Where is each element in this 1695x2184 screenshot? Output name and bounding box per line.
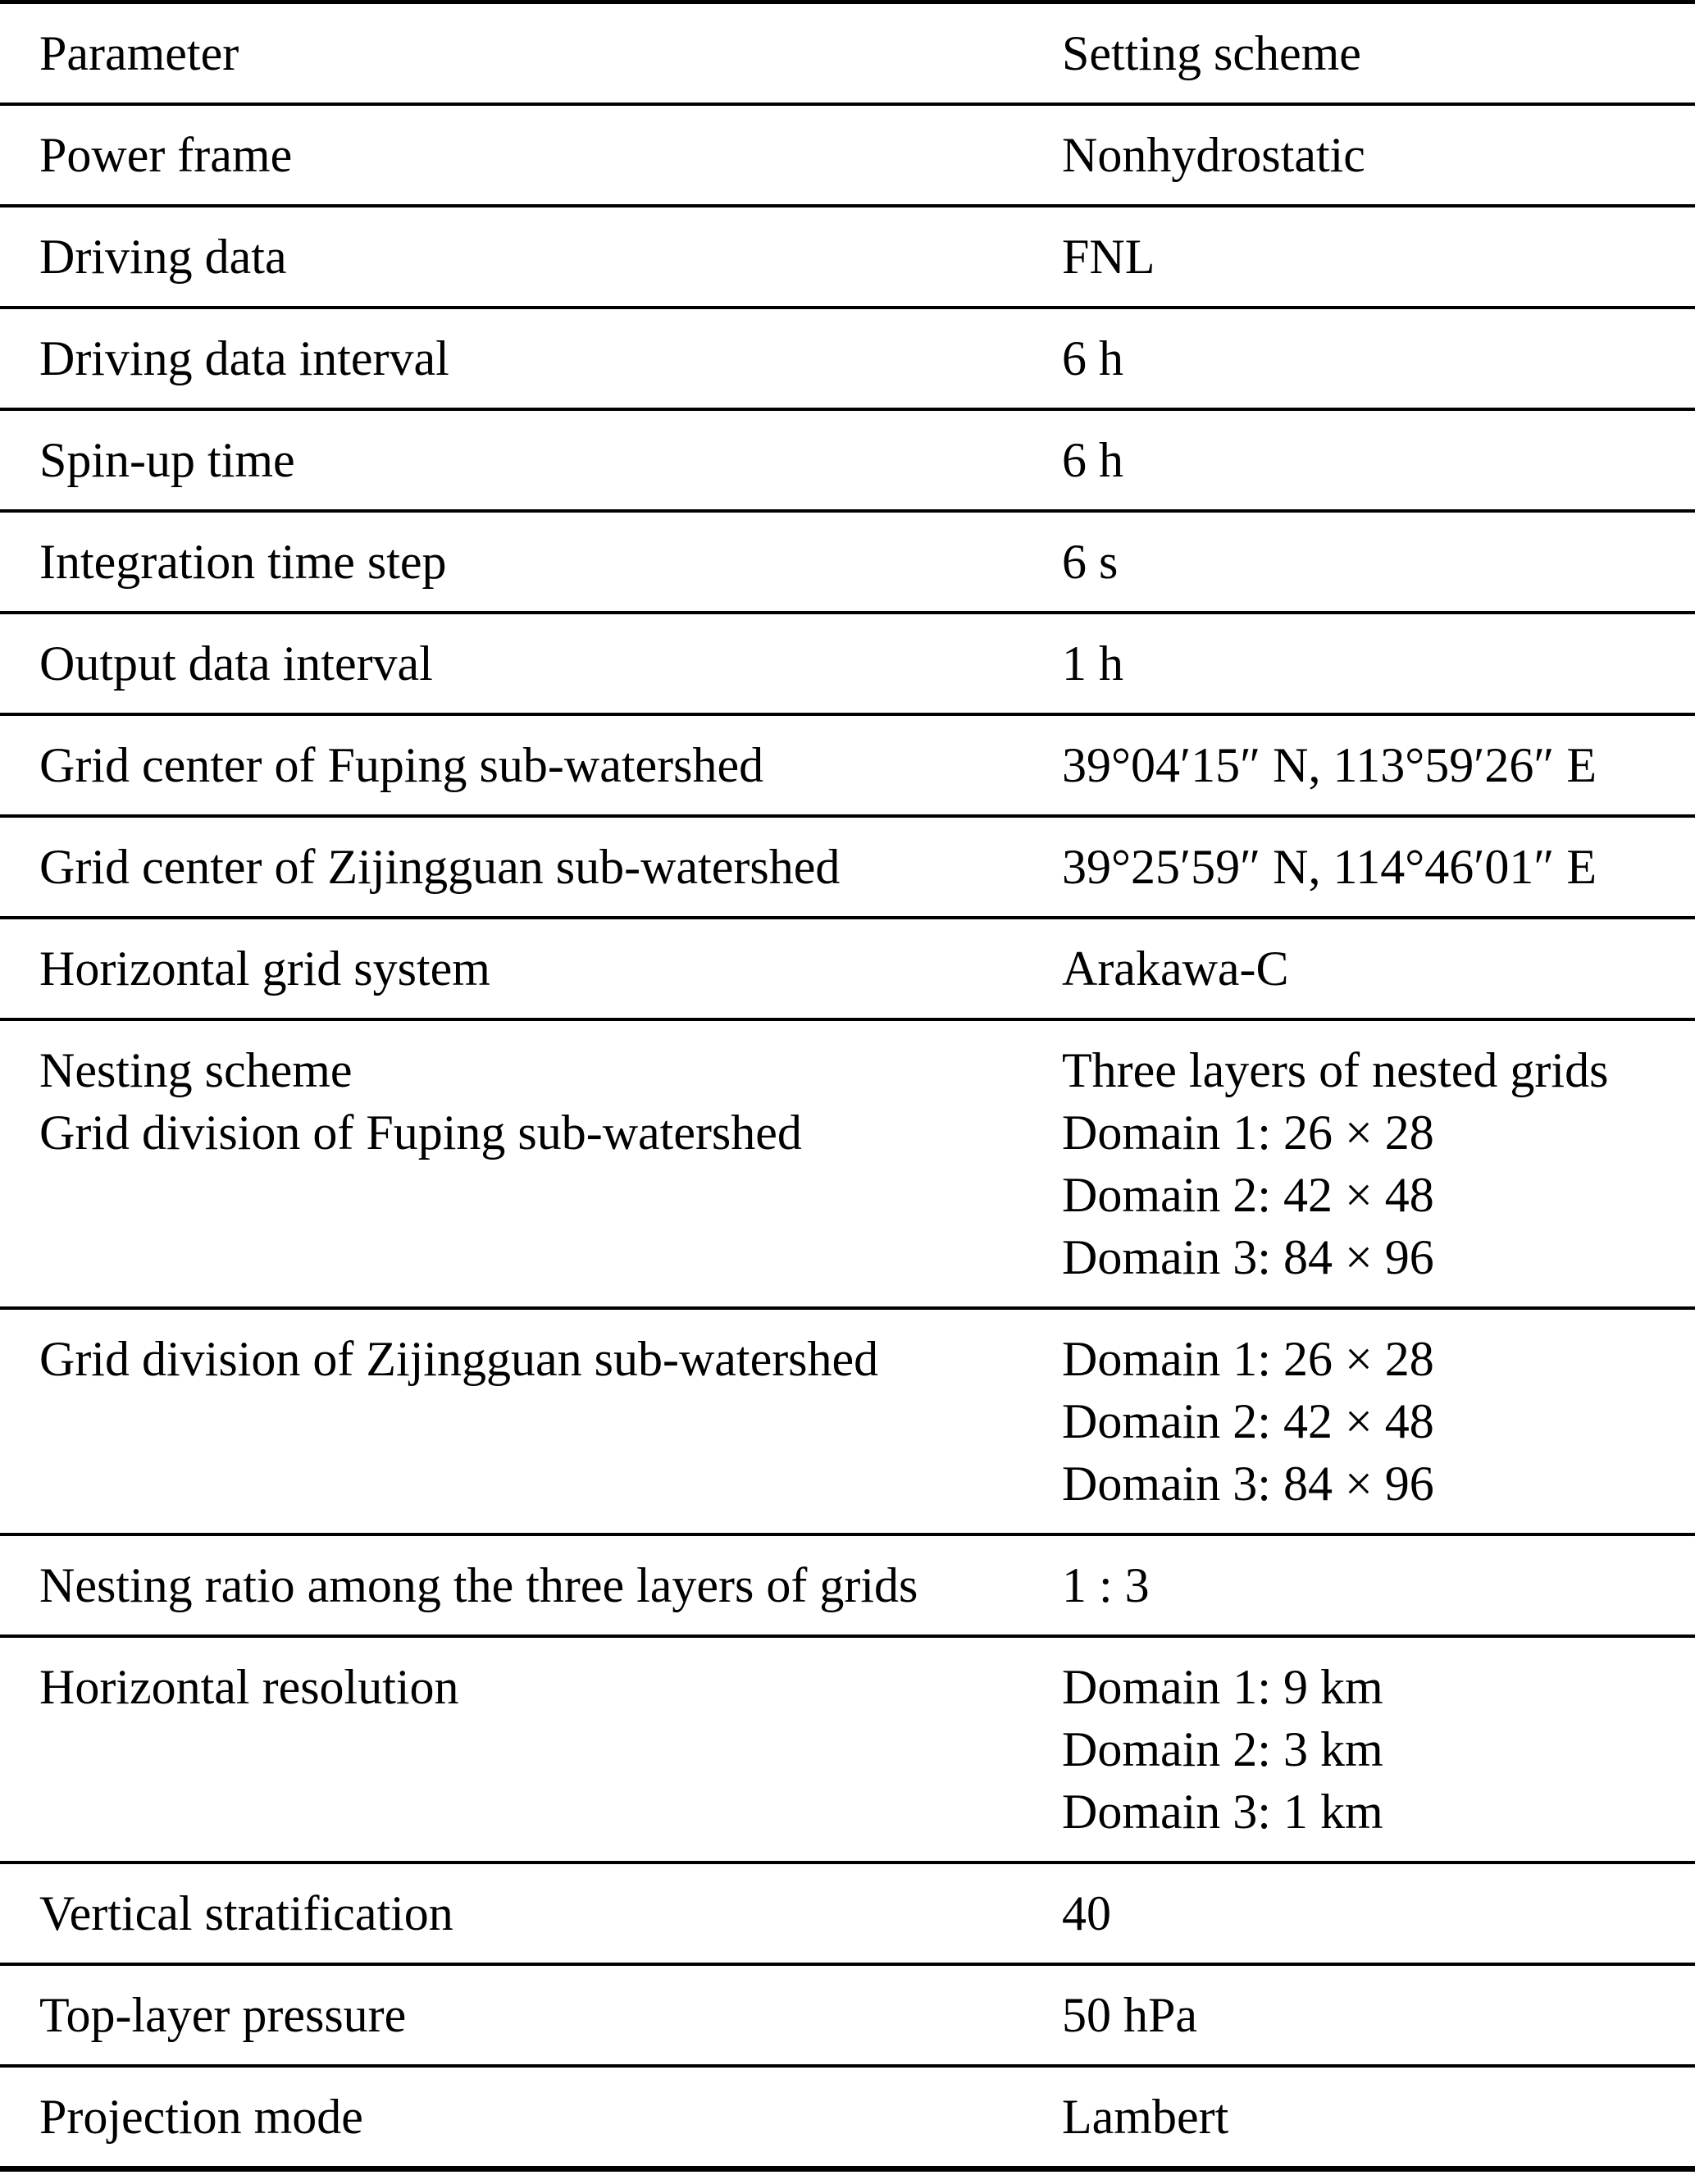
table-row [0, 1308, 1695, 1534]
parameter-cell [0, 714, 1062, 816]
column-header-parameter: Parameter [39, 26, 239, 80]
setting-line: 6 h [1062, 433, 1123, 487]
setting-line: 50 hPa [1062, 1988, 1197, 2042]
table-row [0, 1636, 1695, 1863]
parameter-line: Integration time step [39, 535, 447, 589]
setting-cell [1062, 918, 1695, 1019]
setting-line: Domain 2: 42 × 48 [1062, 1168, 1434, 1222]
parameter-line: Horizontal grid system [39, 942, 490, 996]
parameter-line: Output data interval [39, 636, 433, 691]
parameter-cell [0, 206, 1062, 308]
setting-line: 1 h [1062, 636, 1123, 691]
table-row [0, 104, 1695, 206]
parameter-line: Projection mode [39, 2090, 363, 2144]
table-row [0, 1534, 1695, 1636]
parameter-cell [0, 1019, 1062, 1308]
setting-cell [1062, 1863, 1695, 1964]
header-row [0, 2, 1695, 105]
parameter-line: Grid division of Zijingguan sub-watershed [39, 1332, 879, 1386]
table-row [0, 409, 1695, 511]
setting-line: Domain 3: 1 km [1062, 1785, 1383, 1839]
parameter-line: Spin-up time [39, 433, 295, 487]
setting-line: 40 [1062, 1886, 1111, 1940]
table-row [0, 206, 1695, 308]
parameter-cell [0, 1863, 1062, 1964]
parameter-cell [0, 1308, 1062, 1534]
setting-cell [1062, 104, 1695, 206]
setting-line: FNL [1062, 230, 1155, 284]
parameter-line: Grid center of Zijingguan sub-watershed [39, 840, 841, 894]
parameter-line: Horizontal resolution [39, 1660, 459, 1714]
setting-line: 39°04′15″ N, 113°59′26″ E [1062, 738, 1597, 792]
table-row [0, 816, 1695, 918]
setting-line: Domain 3: 84 × 96 [1062, 1457, 1434, 1511]
parameter-line: Driving data interval [39, 331, 449, 385]
parameter-cell [0, 1534, 1062, 1636]
parameter-line: Driving data [39, 230, 287, 284]
table-row [0, 2066, 1695, 2169]
setting-line: Domain 2: 42 × 48 [1062, 1394, 1434, 1448]
setting-cell [1062, 308, 1695, 409]
parameter-cell [0, 511, 1062, 613]
setting-cell [1062, 714, 1695, 816]
setting-line: 1 : 3 [1062, 1558, 1150, 1612]
setting-cell [1062, 1308, 1695, 1534]
table-body [0, 104, 1695, 2169]
parameter-line: Vertical stratification [39, 1886, 453, 1940]
setting-line: Arakawa-C [1062, 942, 1289, 996]
table-header [0, 2, 1695, 105]
setting-line: Domain 3: 84 × 96 [1062, 1230, 1434, 1284]
parameter-cell [0, 104, 1062, 206]
setting-cell [1062, 206, 1695, 308]
setting-line: 39°25′59″ N, 114°46′01″ E [1062, 840, 1597, 894]
parameter-line: Nesting ratio among the three layers of grids [39, 1558, 918, 1612]
parameter-line: Grid center of Fuping sub-watershed [39, 738, 764, 792]
table-row [0, 714, 1695, 816]
setting-cell [1062, 409, 1695, 511]
parameter-line: Power frame [39, 128, 293, 182]
setting-cell [1062, 2066, 1695, 2169]
parameter-line: Nesting scheme [39, 1043, 353, 1097]
parameter-cell [0, 308, 1062, 409]
setting-line: 6 h [1062, 331, 1123, 385]
setting-line: 6 s [1062, 535, 1119, 589]
setting-cell [1062, 1636, 1695, 1863]
setting-line: Three layers of nested grids [1062, 1043, 1609, 1097]
table-row [0, 613, 1695, 714]
parameter-cell [0, 1636, 1062, 1863]
table-row [0, 511, 1695, 613]
setting-cell [1062, 816, 1695, 918]
setting-cell [1062, 511, 1695, 613]
setting-cell [1062, 1964, 1695, 2066]
parameter-line: Grid division of Fuping sub-watershed [39, 1106, 802, 1160]
table-row [0, 1019, 1695, 1308]
parameter-cell [0, 1964, 1062, 2066]
setting-line: Lambert [1062, 2090, 1229, 2144]
setting-line: Domain 1: 26 × 28 [1062, 1332, 1434, 1386]
table-row [0, 1964, 1695, 2066]
table-row [0, 918, 1695, 1019]
setting-cell [1062, 1019, 1695, 1308]
setting-cell [1062, 1534, 1695, 1636]
setting-line: Domain 1: 9 km [1062, 1660, 1383, 1714]
parameter-cell [0, 2066, 1062, 2169]
setting-line: Domain 2: 3 km [1062, 1722, 1383, 1776]
table-row [0, 308, 1695, 409]
parameter-cell [0, 816, 1062, 918]
column-header-setting-scheme: Setting scheme [1062, 26, 1361, 80]
setting-line: Nonhydrostatic [1062, 128, 1365, 182]
table-row [0, 1863, 1695, 1964]
parameter-cell [0, 918, 1062, 1019]
parameter-cell [0, 613, 1062, 714]
parameter-cell [0, 409, 1062, 511]
setting-cell [1062, 613, 1695, 714]
setting-line: Domain 1: 26 × 28 [1062, 1106, 1434, 1160]
parameter-line: Top-layer pressure [39, 1988, 407, 2042]
